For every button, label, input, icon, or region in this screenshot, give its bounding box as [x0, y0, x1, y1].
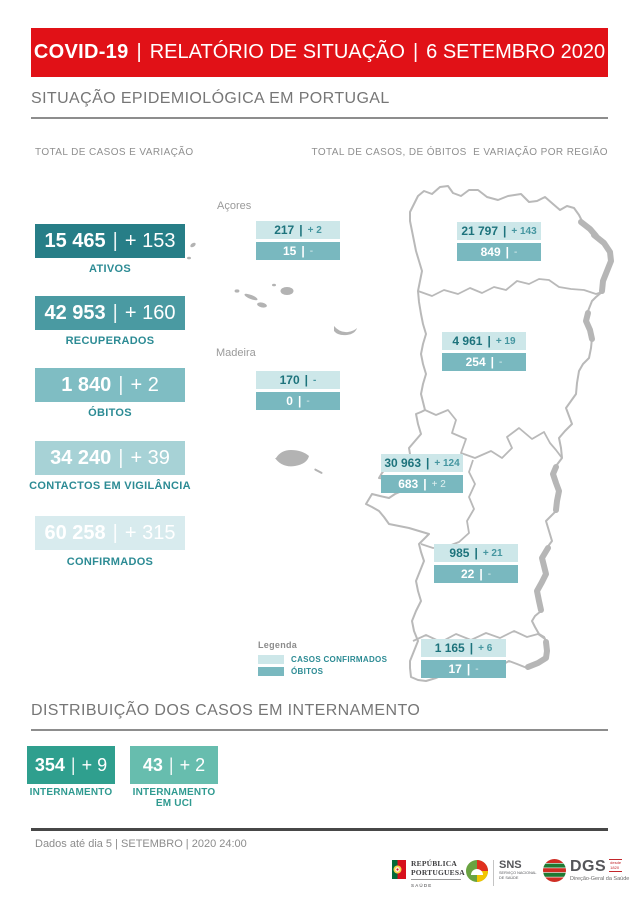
header-separator: |	[412, 41, 419, 63]
stat-value: 60 258	[44, 521, 106, 544]
sns-divider	[493, 860, 494, 886]
region-deaths: 849	[480, 245, 501, 259]
region-name-acores: Açores	[217, 200, 252, 212]
region-deaths-row	[457, 243, 541, 261]
region-cases: 4 961	[452, 334, 483, 348]
region-deaths-delta: -	[487, 568, 492, 580]
stat-box-ativos	[35, 224, 185, 258]
region-cases-delta: + 143	[511, 225, 537, 237]
region-separator: |	[299, 223, 303, 237]
region-separator: |	[503, 224, 507, 238]
region-box-alentejo	[434, 544, 518, 586]
stat-delta: + 39	[130, 446, 170, 469]
section-rule	[31, 729, 608, 731]
region-deaths-delta: -	[499, 356, 503, 368]
legend-row-deaths	[258, 667, 387, 676]
stat-box-obitos	[35, 368, 185, 402]
region-cases: 30 963	[384, 456, 422, 470]
stat-label-obitos: ÓBITOS	[88, 407, 132, 419]
logo-sns	[466, 860, 537, 886]
region-confirmed-row	[256, 221, 340, 239]
legend-title: Legenda	[258, 640, 298, 650]
sns-name: SNS	[499, 859, 522, 871]
caption-regions: TOTAL DE CASOS, DE ÓBITOS E VARIAÇÃO POR REGIÃO	[311, 147, 608, 158]
dgs-sphere-icon	[543, 859, 566, 882]
region-separator: |	[490, 355, 495, 369]
region-deaths-row	[442, 353, 526, 371]
region-separator: |	[301, 244, 305, 258]
region-confirmed-row	[381, 454, 463, 472]
region-box-acores	[256, 221, 340, 263]
region-deaths: 683	[398, 477, 419, 491]
header-separator: |	[136, 41, 142, 63]
region-cases-delta: + 6	[478, 642, 493, 654]
region-deaths-row	[256, 392, 340, 410]
internment-value: 354	[34, 754, 65, 775]
legend-row-confirmed	[258, 655, 387, 664]
stat-value: 42 953	[44, 301, 106, 324]
internment-label-line: INTERNAMENTO	[132, 787, 216, 798]
stat-value: 1 840	[61, 373, 112, 396]
region-cases-delta: + 21	[482, 547, 503, 559]
region-confirmed-row	[256, 371, 340, 389]
section-title-epidemio: SITUAÇÃO EPIDEMIOLÓGICA EM PORTUGAL	[31, 90, 390, 107]
legend-label-confirmed: CASOS CONFIRMADOS	[291, 655, 388, 664]
portugal-flag-icon	[392, 860, 406, 879]
region-box-lisboa	[381, 454, 463, 496]
legend-label-deaths: ÓBITOS	[291, 667, 324, 676]
region-cases: 985	[449, 546, 470, 560]
region-confirmed-row	[442, 332, 526, 350]
stat-box-contactos	[35, 441, 185, 475]
stat-label-ativos: ATIVOS	[89, 263, 131, 275]
stat-label-recuperados: RECUPERADOS	[65, 335, 155, 347]
section-title-internamento: DISTRIBUIÇÃO DOS CASOS EM INTERNAMENTO	[31, 702, 421, 719]
region-cases-delta: + 124	[434, 457, 460, 469]
region-deaths: 254	[465, 355, 486, 369]
region-separator: |	[304, 373, 309, 387]
region-cases: 217	[274, 223, 295, 237]
portugal-map	[180, 160, 640, 700]
stat-label-contactos: CONTACTOS EM VIGILÂNCIA	[29, 480, 191, 492]
footer-rule	[31, 828, 608, 831]
internment-label	[21, 787, 121, 798]
region-separator: |	[487, 334, 491, 348]
header-brand: COVID-19	[33, 41, 129, 63]
region-deaths-delta: + 2	[431, 478, 446, 490]
region-deaths: 0	[286, 394, 293, 408]
dgs-since	[609, 859, 622, 872]
region-confirmed-row	[457, 222, 541, 240]
header-title: RELATÓRIO DE SITUAÇÃO	[149, 41, 405, 63]
sns-icon	[466, 860, 488, 882]
internment-uci-box	[130, 746, 218, 784]
region-separator: |	[466, 662, 471, 676]
stat-delta: + 153	[124, 229, 176, 252]
stat-label-confirmados: CONFIRMADOS	[66, 556, 154, 568]
republica-line1: REPÚBLICA	[411, 859, 457, 868]
stat-separator: |	[112, 521, 118, 544]
internment-value: 43	[142, 754, 163, 775]
stat-delta: + 160	[124, 301, 176, 324]
region-box-norte	[457, 222, 541, 264]
region-deaths: 17	[448, 662, 462, 676]
madeira-islands	[275, 450, 323, 474]
internment-label-line: INTERNAMENTO	[29, 787, 113, 798]
republica-text	[411, 860, 465, 891]
dgs-since-line1: desde	[610, 860, 622, 865]
region-box-centro	[442, 332, 526, 374]
internment-delta: + 9	[81, 754, 108, 775]
republica-sub: SAÚDE	[411, 883, 433, 888]
region-deaths: 15	[282, 244, 297, 258]
logo-republica-portuguesa	[392, 860, 465, 891]
region-separator: |	[469, 641, 474, 655]
region-cases: 21 797	[461, 224, 499, 238]
region-cases-delta: + 19	[495, 335, 516, 347]
region-deaths: 22	[460, 567, 475, 581]
dgs-name: DGS	[570, 858, 607, 875]
stat-value: 15 465	[44, 229, 106, 252]
region-deaths-row	[421, 660, 506, 678]
stat-separator: |	[118, 373, 124, 396]
internment-label-line: EM UCI	[155, 798, 193, 809]
sns-sub1: SERVIÇO NACIONAL	[499, 871, 537, 875]
header-date: 6 SETEMBRO 2020	[426, 41, 606, 63]
region-separator: |	[423, 477, 427, 491]
region-deaths-delta: -	[306, 395, 310, 407]
region-deaths-row	[381, 475, 463, 493]
map-legend	[258, 640, 387, 679]
stat-separator: |	[118, 446, 124, 469]
internment-box	[27, 746, 115, 784]
region-separator: |	[426, 456, 430, 470]
footer-note: Dados até dia 5 | SETEMBRO | 2020 24:00	[35, 838, 247, 850]
dgs-sub: Direção-Geral da Saúde	[570, 876, 630, 882]
internment-delta: + 2	[179, 754, 206, 775]
region-separator: |	[474, 546, 478, 560]
republica-underline	[411, 879, 461, 880]
stat-value: 34 240	[50, 446, 112, 469]
region-cases-delta: -	[313, 374, 317, 386]
region-separator: |	[297, 394, 302, 408]
footer-logos	[390, 858, 630, 900]
stat-delta: + 315	[124, 521, 176, 544]
dgs-since-line2: 1820	[610, 864, 620, 870]
region-deaths-row	[256, 242, 340, 260]
dgs-text	[570, 859, 629, 882]
legend-swatch-confirmed	[258, 655, 284, 664]
region-confirmed-row	[434, 544, 518, 562]
header-banner	[31, 28, 608, 77]
logo-dgs	[543, 859, 629, 882]
stat-separator: |	[112, 229, 118, 252]
region-box-algarve	[421, 639, 506, 681]
region-confirmed-row	[421, 639, 506, 657]
internment-separator: |	[168, 754, 174, 775]
republica-line2: PORTUGUESA	[411, 867, 465, 877]
internment-uci-label	[124, 787, 224, 809]
region-deaths-delta: -	[514, 246, 518, 258]
dgs-top-row	[570, 859, 629, 875]
region-cases-delta: + 2	[307, 224, 322, 236]
section-rule	[31, 117, 608, 119]
region-separator: |	[479, 567, 483, 581]
region-separator: |	[505, 245, 510, 259]
region-name-madeira: Madeira	[216, 347, 256, 359]
stat-box-confirmados	[35, 516, 185, 550]
sns-sub2: DE SAÚDE	[499, 875, 519, 880]
region-deaths-delta: -	[309, 245, 314, 257]
region-box-madeira	[256, 371, 340, 413]
sns-text	[499, 860, 537, 880]
region-cases: 170	[279, 373, 300, 387]
region-deaths-delta: -	[475, 663, 479, 675]
internment-separator: |	[70, 754, 76, 775]
stat-delta: + 2	[130, 373, 159, 396]
legend-swatch-deaths	[258, 667, 284, 676]
region-cases: 1 165	[434, 641, 465, 655]
stat-box-recuperados	[35, 296, 185, 330]
region-deaths-row	[434, 565, 518, 583]
caption-totals: TOTAL DE CASOS E VARIAÇÃO	[35, 147, 194, 158]
stat-separator: |	[112, 301, 118, 324]
